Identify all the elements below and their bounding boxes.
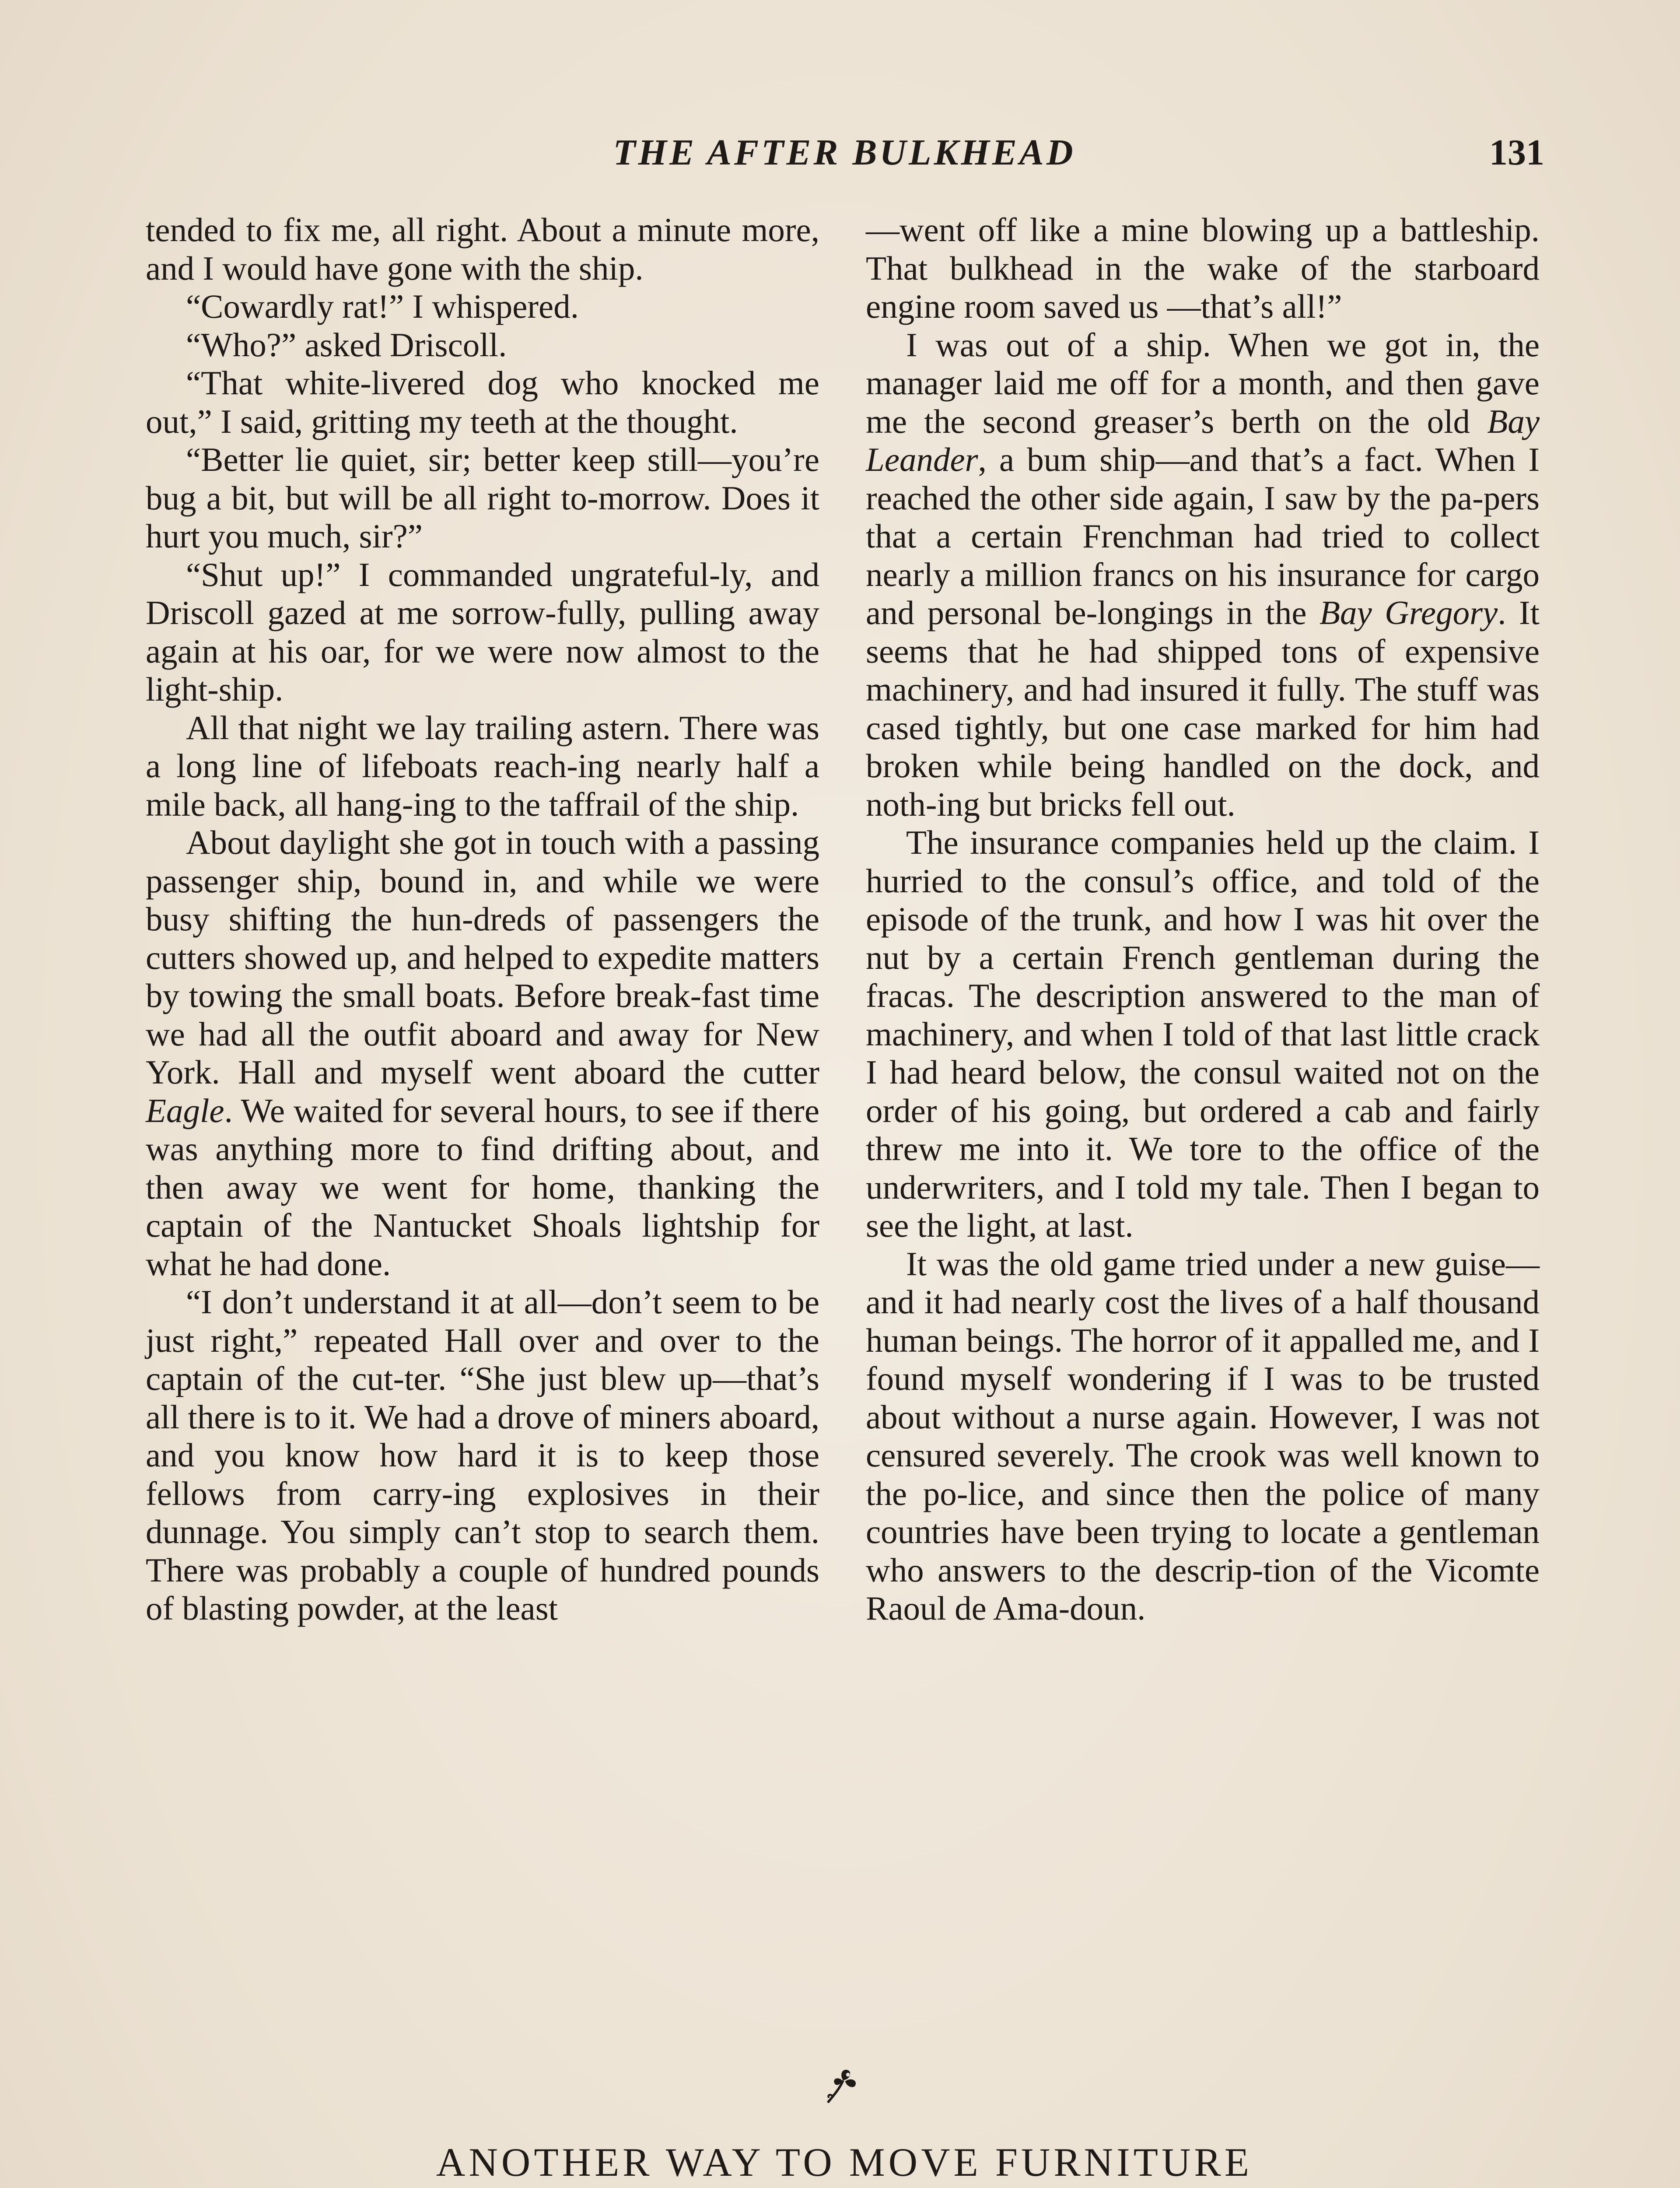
right-column <box>866 211 1540 2023</box>
paragraph: It was the old game tried under a new guise—and it had nearly cost the lives of a half thousand human beings. The horror of it appalled me, and I found myself wondering if I was to be trusted about without a nurse again. However, I was not censured severely. The crook was well known to the po-lice, and since then the police of many countries have been trying to locate a gentleman who answers to the descrip-tion of the Vicomte Raoul de Ama-doun. <box>866 1245 1540 1627</box>
page-number: 131 <box>1489 132 1544 173</box>
paragraph: “Better lie quiet, sir; better keep still—you’re bug a bit, but will be all right to-morrow. Does it hurt you much, sir?” <box>146 441 819 555</box>
paragraph: About daylight she got in touch with a passing passenger ship, bound in, and while we were busy shifting the hun-dreds of passengers the cutters showed up, and helped to expedite matters by towing the small boats. Before break-fast time we had all the outfit aboard and away for New York. Hall and myself went aboard the cutter Eagle. We waited for several hours, to see if there was anything more to find drifting about, and then away we went for home, thanking the captain of the Nantucket Shoals lightship for what he had done. <box>146 824 819 1283</box>
paragraph: “I don’t understand it at all—don’t seem to be just right,” repeated Hall over and over to the captain of the cut-ter. “She just blew up—that’s all there is to it. We had a drove of miners aboard, and you know how hard it is to keep those fellows from carry-ing explosives in their dunnage. You simply can’t stop to search them. There was probably a couple of hundred pounds of blasting powder, at the least <box>146 1283 819 1627</box>
paragraph: tended to fix me, all right. About a minute more, and I would have gone with the ship. <box>146 211 819 287</box>
paragraph: “Cowardly rat!” I whispered. <box>186 288 579 325</box>
story-columns <box>146 211 1540 2023</box>
paragraph: The insurance companies held up the claim. I hurried to the consul’s office, and told of the episode of the trunk, and how I was hit over the nut by a certain French gentleman during the fracas. The description answered to the man of machinery, and when I told of that last little crack I had heard below, the consul waited not on the order of his going, but ordered a cab and fairly threw me into it. We tore to the office of the underwriters, and I told my tale. Then I began to see the light, at last. <box>866 824 1540 1244</box>
running-title: THE AFTER BULKHEAD <box>613 132 1076 173</box>
paragraph: All that night we lay trailing astern. There was a long line of lifeboats reach-ing nearly half a mile back, all hang-ing to the taffrail of the ship. <box>146 708 819 823</box>
paragraph: “Shut up!” I commanded ungrateful-ly, and Driscoll gazed at me sorrow-fully, pulling away again at his oar, for we were now almost to the light-ship. <box>146 555 819 708</box>
filler-title: ANOTHER WAY TO MOVE FURNITURE <box>436 2140 1253 2184</box>
paragraph: —went off like a mine blowing up a battleship. That bulkhead in the wake of the starboard engine room saved us —that’s all!” <box>866 211 1540 325</box>
running-head <box>144 131 1544 179</box>
fleuron-ornament-icon <box>818 2060 866 2108</box>
paragraph: “Who?” asked Driscoll. <box>186 326 507 364</box>
paragraph: “That white-livered dog who knocked me out,” I said, gritting my teeth at the thought. <box>146 364 819 440</box>
left-column <box>146 211 819 2023</box>
paragraph: I was out of a ship. When we got in, the manager laid me off for a month, and then gave me the second greaser’s berth on the old Bay Leander, a bum ship—and that’s a fact. When I reached the other side again, I saw by the pa-pers that a certain Frenchman had tried to collect nearly a million francs on his insurance for cargo and personal be-longings in the Bay Gregory. It seems that he had shipped tons of expensive machinery, and had insured it fully. The stuff was cased tightly, but one case marked for him had broken while being handled on the dock, and noth-ing but bricks fell out. <box>866 326 1540 823</box>
